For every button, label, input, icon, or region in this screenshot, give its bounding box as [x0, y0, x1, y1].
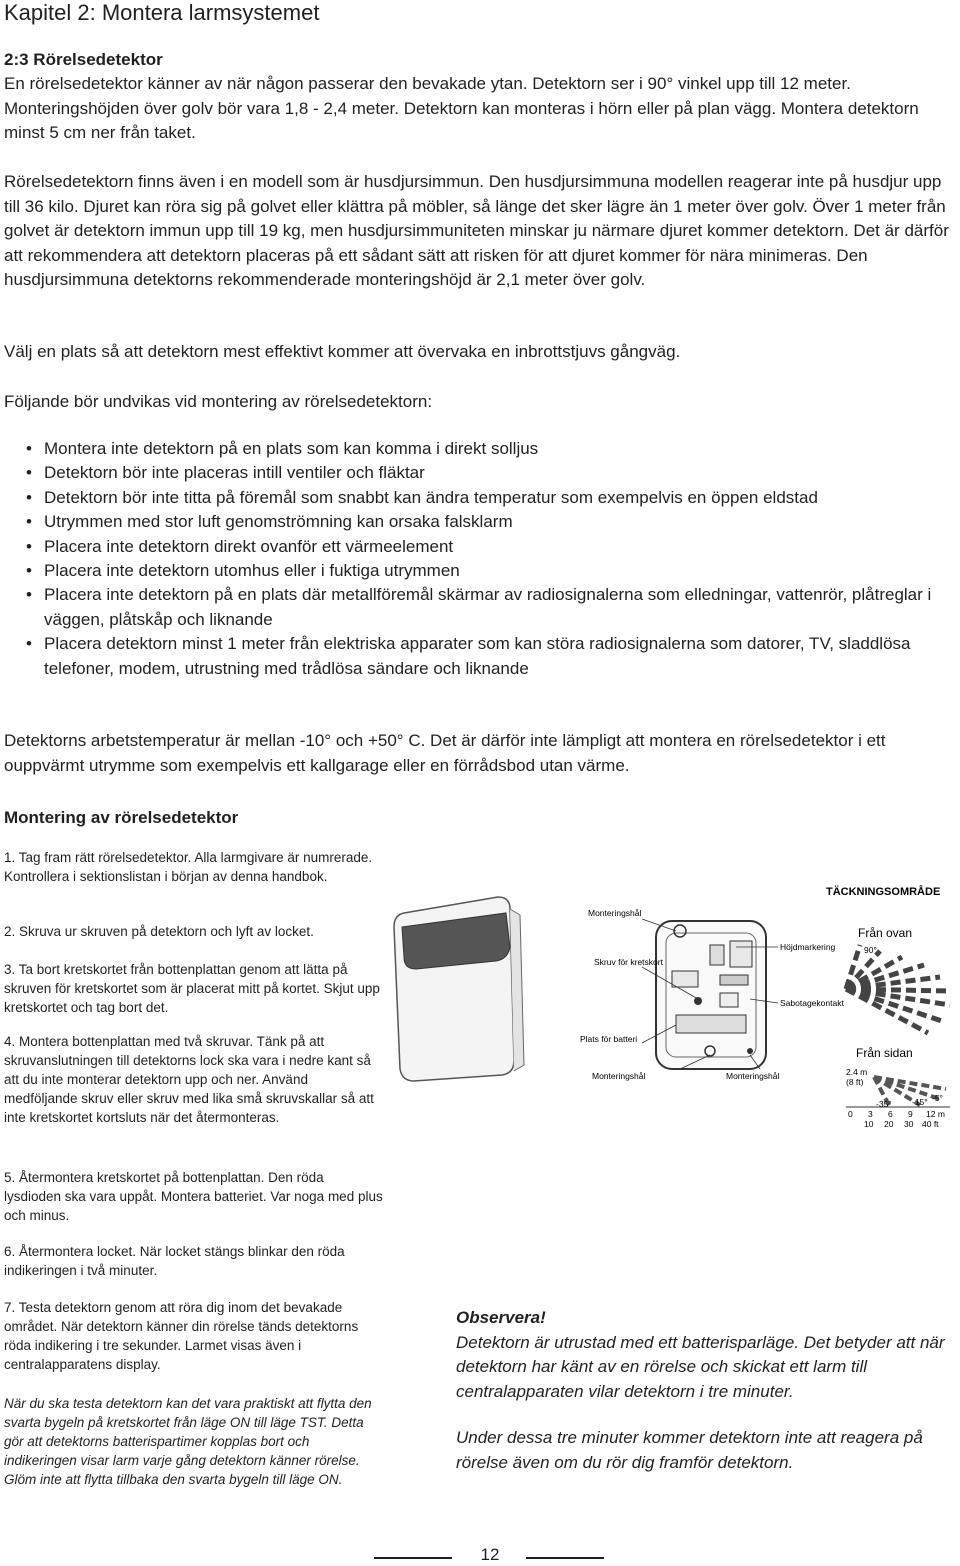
list-item: • Detektorn bör inte titta på föremål som snabbt kan ändra temperatur som exempelvis en öppen eldstad [4, 486, 952, 510]
label-battery: Plats för batteri [580, 1034, 638, 1044]
list-item: • Placera inte detektorn direkt ovanför ett värmeelement [4, 535, 952, 559]
observe-note [456, 1306, 956, 1475]
from-above-label: Från ovan [858, 926, 913, 940]
label-tamper: Sabotagekontakt [780, 998, 844, 1008]
angle-15-label: -15° [912, 1097, 928, 1107]
placement-paragraph: Välj en plats så att detektorn mest effektivt kommer att övervaka en inbrottstjuvs gångväg. [4, 342, 681, 361]
height-ft-label: (8 ft) [846, 1077, 864, 1087]
bullet-icon: • [26, 585, 32, 605]
label-mount-hole-br: Monteringshål [726, 1071, 780, 1081]
label-mount-hole-top: Monteringshål [588, 908, 642, 918]
chapter-title: Kapitel 2: Montera larmsystemet [4, 0, 320, 25]
meter-tick: 3 [868, 1109, 873, 1119]
temperature-paragraph: Detektorns arbetstemperatur är mellan -10° och +50° C. Det är därför inte lämpligt att montera en rörelsedetektor i ett ouppvärmt utrymme som exempelvis ett kallgarage eller en förrådsbod utan värme. [4, 731, 886, 775]
section-title: 2:3 Rörelsedetektor [4, 50, 163, 69]
top-view-fan [846, 945, 950, 1033]
list-item: • Detektorn bör inte placeras intill ventiler och fläktar [4, 461, 952, 485]
meter-tick: 9 [908, 1109, 913, 1119]
step-3: 3. Ta bort kretskortet från bottenplattan genom att lätta på skruven för kretskortet som är placerat mitt på kortet. Skjut upp kretskortet och tag bort det. [4, 962, 380, 1015]
step-5: 5. Återmontera kretskortet på bottenplattan. Den röda lysdioden ska vara uppåt. Montera batteriet. Var noga med plus och minus. [4, 1170, 383, 1223]
angle-above-label: 90° [864, 945, 877, 955]
feet-tick: 10 [864, 1119, 874, 1129]
list-item: • Placera inte detektorn på en plats där metallföremål skärmar av radiosignalerna som elledningar, vattenrör, plåtreglar i väggen, plåtskåp och liknande [26, 585, 932, 629]
step-7: 7. Testa detektorn genom att röra dig inom det bevakade området. När detektorn känner din rörelse tänds detektorns röda indikering i tre sekunder. Larmet visas även i centralapparatens display. [4, 1300, 359, 1372]
step-6: 6. Återmontera locket. När locket stängs blinkar den röda indikeringen i två minuter. [4, 1244, 345, 1278]
angle-35-label: -35° [876, 1099, 892, 1109]
bullet-icon: • [26, 512, 32, 532]
height-m-label: 2.4 m [846, 1067, 868, 1077]
feet-tick: 20 [884, 1119, 894, 1129]
meter-tick: 12 m [926, 1109, 945, 1119]
pet-immune-paragraph: Rörelsedetektorn finns även i en modell som är husdjursimmun. Den husdjursimmuna modellen reagerar inte på husdjur upp till 36 kilo. Djuret kan röra sig på golvet eller klättra på möbler, så länge det sker lägre än 1 meter över golv. Över 1 meter från golvet är detektorn immun upp till 19 kg, men husdjursimmuniteten minskar ju närmare djuret kommer detektorn. Det är därför att rekommendera att detektorn placeras på ett sådant sätt att risken för att djuret kommer för nära minimeras. Den husdjursimmuna detektorns rekommenderade monteringshöjd är 2,1 meter över golv. [4, 172, 949, 289]
feet-tick: 40 ft [922, 1119, 939, 1129]
observe-heading: Observera! [456, 1308, 546, 1327]
footer-rule-left [374, 1557, 452, 1559]
mounting-title: Montering av rörelsedetektor [4, 808, 239, 827]
test-note: När du ska testa detektorn kan det vara praktiskt att flytta den svarta bygeln på kretskortet från läge ON till läge TST. Detta gör att detektorns batterispartimer kopplas bort och indikeringen visar larm varje gång detektorn känner rörelse. Glöm inte att flytta tillbaka den svarta bygeln till läge ON. [4, 1396, 372, 1487]
step-2: 2. Skruva ur skruven på detektorn och lyft av locket. [4, 924, 314, 939]
list-item: • Montera inte detektorn på en plats som kan komma i direkt solljus [4, 437, 952, 461]
step-1: 1. Tag fram rätt rörelsedetektor. Alla larmgivare är numrerade. Kontrollera i sektionslistan i början av denna handbok. [4, 850, 373, 884]
footer-rule-right [526, 1557, 604, 1559]
angle-5-label: -5° [932, 1093, 943, 1103]
base-plate-illustration [642, 919, 778, 1069]
feet-tick: 30 [904, 1119, 914, 1129]
label-mount-hole-bl: Monteringshål [592, 1071, 646, 1081]
bullet-icon: • [26, 634, 32, 654]
list-item: • Placera inte detektorn utomhus eller i fuktiga utrymmen [4, 559, 952, 583]
detector-figure [380, 875, 960, 1135]
label-screw-board: Skruv för kretskort [594, 957, 663, 967]
intro-paragraph: En rörelsedetektor känner av när någon passerar den bevakade ytan. Detektorn ser i 90° vinkel upp till 12 meter. Monteringshöjden över golv bör vara 1,8 - 2,4 meter. Detektorn kan monteras i hörn eller på plan vägg. Montera detektorn minst 5 cm ner från taket. [4, 74, 919, 142]
list-item: • Utrymmen med stor luft genomströmning kan orsaka falsklarm [4, 510, 952, 534]
avoid-intro-paragraph: Följande bör undvikas vid montering av rörelsedetektorn: [4, 392, 433, 411]
bullet-icon: • [26, 439, 32, 458]
bullet-icon: • [26, 561, 32, 581]
avoid-list [4, 437, 952, 681]
observe-text-2: Under dessa tre minuter kommer detektorn inte att reagera på rörelse även om du rör dig framför detektorn. [456, 1428, 923, 1472]
bullet-icon: • [26, 463, 32, 483]
list-item: • Placera detektorn minst 1 meter från elektriska apparater som kan störa radiosignalerna som datorer, TV, sladdlösa telefoner, modem, utrustning med trådlösa sändare och liknande [26, 634, 911, 678]
bullet-icon: • [26, 487, 32, 507]
meter-tick: 6 [888, 1109, 893, 1119]
bullet-icon: • [26, 536, 32, 556]
from-side-label: Från sidan [856, 1046, 913, 1060]
label-height-marking: Höjdmarkering [780, 942, 836, 952]
detector-cover-illustration [394, 897, 524, 1081]
meter-tick: 0 [848, 1109, 853, 1119]
step-4: 4. Montera bottenplattan med två skruvar. Tänk på att skruvanslutningen till detektorns lock ska vara i nedre kant så att du inte monterar detektorn upp och ner. Använd medföljande skruv eller skruv med lika små skruvskallar så att inte kretskortet kortsluts när det återmonteras. [4, 1034, 374, 1125]
coverage-title: TÄCKNINGSOMRÅDE [826, 886, 941, 898]
observe-text-1: Detektorn är utrustad med ett batterisparläge. Det betyder att när detektorn har känt av en rörelse och skickat ett larm till centralapparaten vilar detektorn i tre minuter. [456, 1332, 945, 1401]
page-number: 12 [480, 1545, 500, 1564]
